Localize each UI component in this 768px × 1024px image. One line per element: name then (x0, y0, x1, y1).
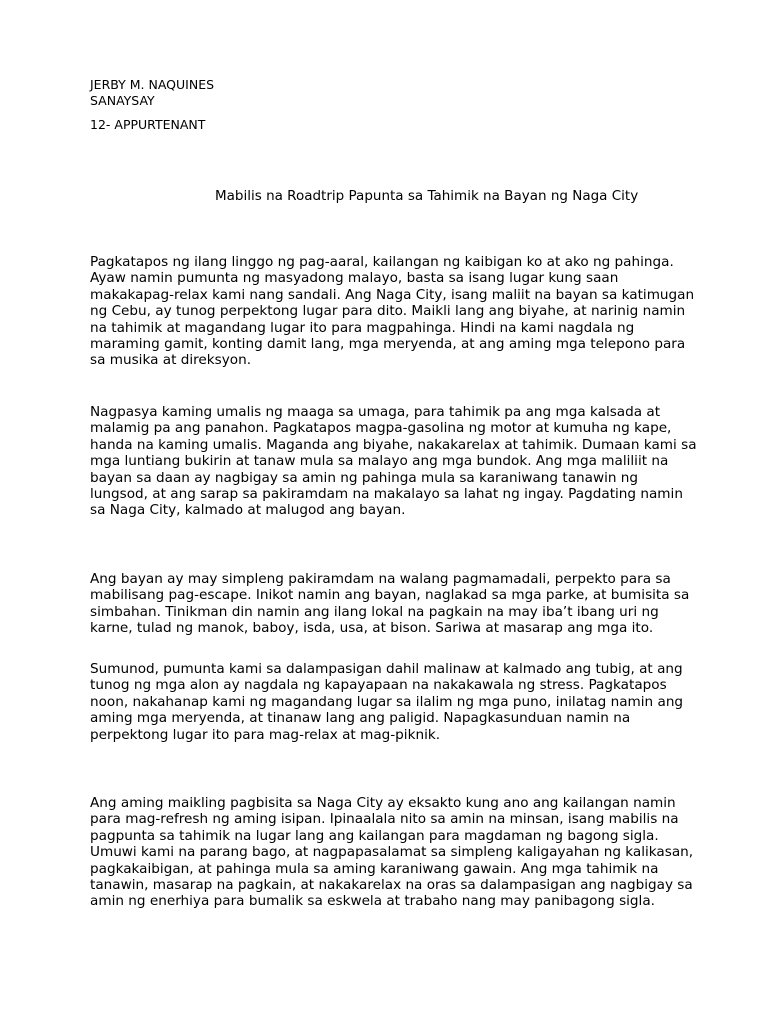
essay-title: Mabilis na Roadtrip Papunta sa Tahimik na Bayan ng Naga City (215, 188, 639, 204)
author-name: JERBY M. NAQUINES (90, 77, 215, 92)
paragraph-1: Pagkatapos ng ilang linggo ng pag-aaral, kailangan ng kaibigan ko at ako ng pahinga. Ayaw namin pumunta ng masyadong malayo, basta sa isang lugar kung saan makakapag-relax kami nang sandali. Ang Naga City, isang maliit na bayan sa katimugan ng Cebu, ay tunog perpektong lugar para dito. Maikli lang ang biyahe, at narinig namin na tahimik at magandang lugar ito para magpahinga. Hindi na kami nagdala ng maraming gamit, konting damit lang, mga meryenda, at ang aming mga telepono para sa musika at direksyon. (90, 254, 695, 369)
document-type: SANAYSAY (90, 92, 155, 108)
document-header (90, 77, 214, 108)
section-label: 12- APPURTENANT (90, 117, 206, 132)
paragraph-4: Sumunod, pumunta kami sa dalampasigan dahil malinaw at kalmado ang tubig, at ang tunog ng mga alon ay nagdala ng kapayapaan na nakakawala ng stress. Pagkatapos noon, nakahanap kami ng magandang lugar sa ilalim ng mga puno, inilatag namin ang aming mga meryenda, at tinanaw lang ang paligid. Napagkasunduan namin na perpektong lugar ito para mag-relax at mag-piknik. (90, 661, 684, 743)
paragraph-2: Nagpasya kaming umalis ng maaga sa umaga, para tahimik pa ang mga kalsada at malamig pa ang panahon. Pagkatapos magpa-gasolina ng motor at kumuha ng kape, handa na kaming umalis. Maganda ang biyahe, nakakarelax at tahimik. Dumaan kami sa mga luntiang bukirin at tanaw mula sa malayo ang mga bundok. Ang mga maliliit na bayan sa daan ay nagbigay sa amin ng pahinga mula sa karaniwang tanawin ng lungsod, at ang sarap sa pakiramdam na makalayo sa lahat ng ingay. Pagdating namin sa Naga City, kalmado at malugod ang bayan. (90, 404, 697, 519)
paragraph-5: Ang aming maikling pagbisita sa Naga City ay eksakto kung ano ang kailangan namin para mag-refresh ng aming isipan. Ipinaalala nito sa amin na minsan, isang mabilis na pagpunta sa tahimik na lugar lang ang kailangan para magdaman ng bagong sigla. Umuwi kami na parang bago, at nagpapasalamat sa simpleng kaligayahan ng kalikasan, pagkakaibigan, at pahinga mula sa aming karaniwang gawain. Ang mga tahimik na tanawin, masarap na pagkain, at nakakarelax na oras sa dalampasigan ang nagbigay sa amin ng enerhiya para bumalik sa eskwela at trabaho nang may panibagong sigla. (90, 795, 694, 910)
paragraph-3: Ang bayan ay may simpleng pakiramdam na walang pagmamadali, perpekto para sa mabilisang pag-escape. Inikot namin ang bayan, naglakad sa mga parke, at bumisita sa simbahan. Tinikman din namin ang ilang lokal na pagkain na may iba’t ibang uri ng karne, tulad ng manok, baboy, isda, usa, at bison. Sariwa at masarap ang mga ito. (90, 571, 690, 637)
